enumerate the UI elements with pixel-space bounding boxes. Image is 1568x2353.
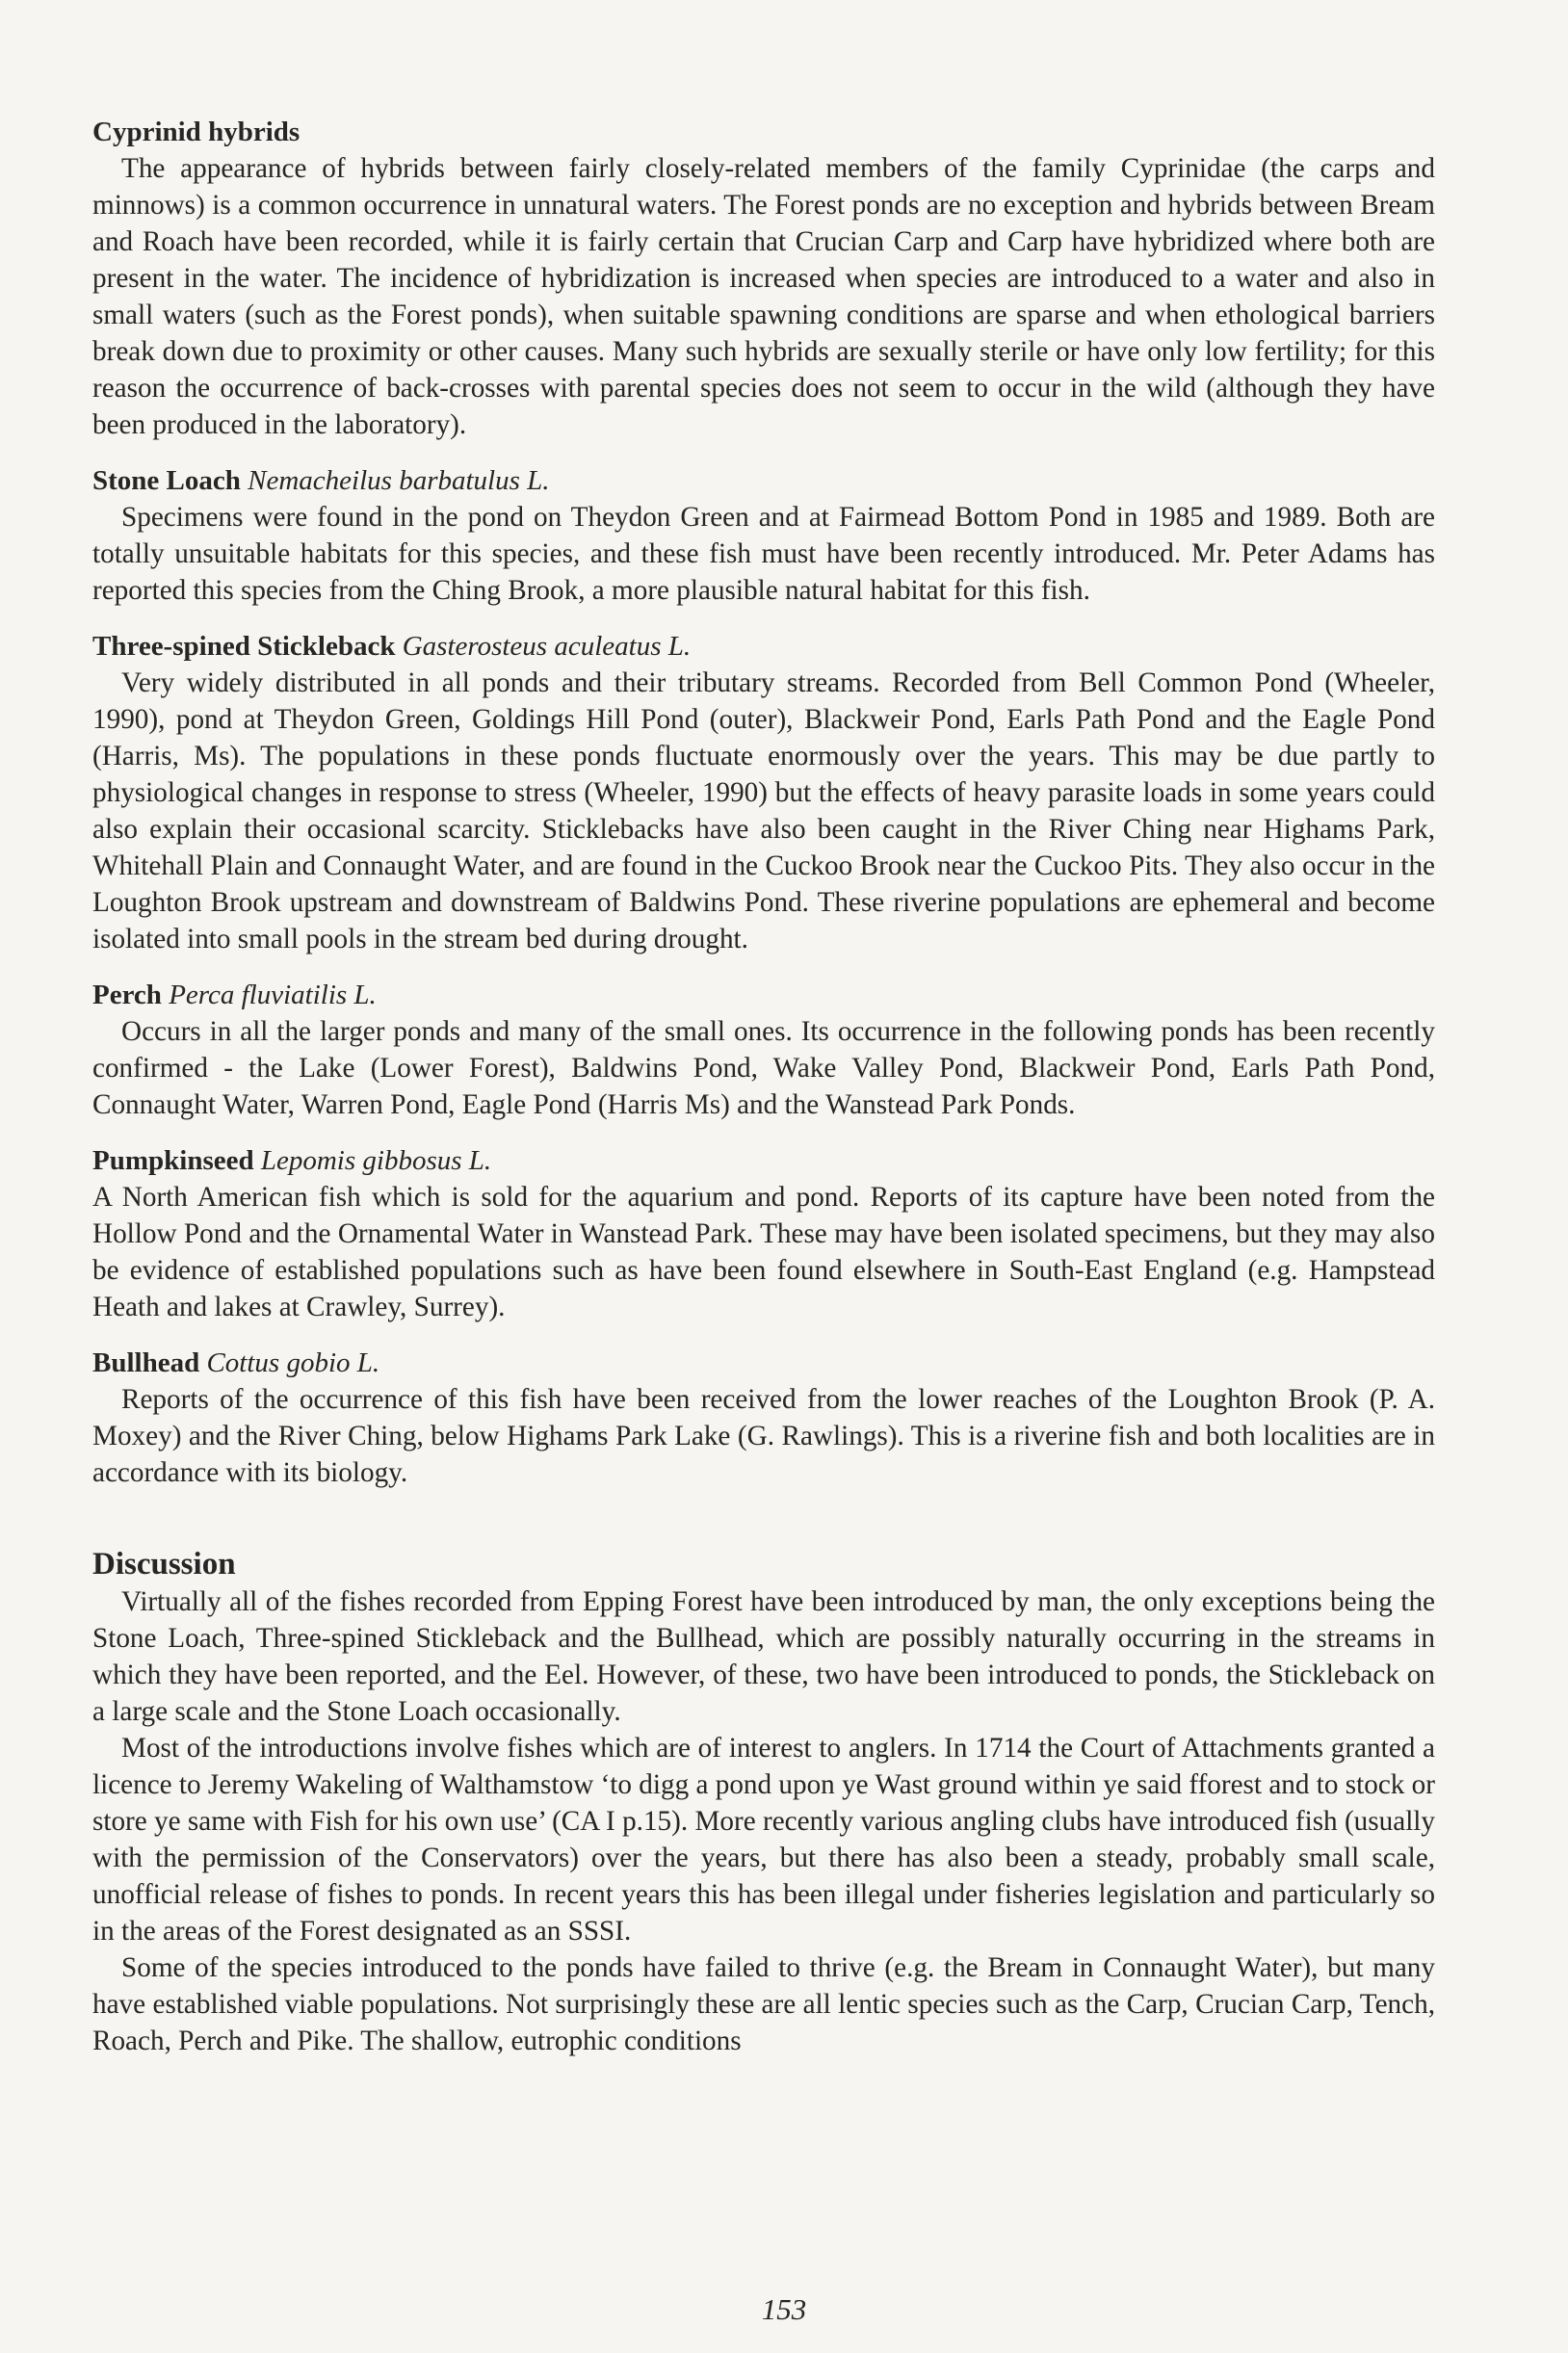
section-heading bbox=[92, 977, 1435, 1013]
species-common-name: Perch bbox=[92, 980, 162, 1010]
species-latin-name: Gasterosteus aculeatus L. bbox=[402, 631, 692, 662]
species-latin-name: Nemacheilus barbatulus L. bbox=[248, 465, 550, 496]
discussion-heading: Discussion bbox=[92, 1547, 236, 1582]
section-paragraph: A North American fish which is sold for the aquarium and pond. Reports of its capture have been noted from the Hollow Pond and the Ornamental Water in Wanstead Park. These may have been isolated specimens, but they may also be evidence of established populations such as have been found elsewhere in South-East England (e.g. Hampstead Heath and lakes at Crawley, Surrey). bbox=[92, 1182, 1435, 1322]
section-perch bbox=[92, 977, 1435, 1123]
section-bullhead bbox=[92, 1345, 1435, 1491]
species-common-name: Three-spined Stickleback bbox=[92, 631, 396, 662]
section-cyprinid-hybrids bbox=[92, 114, 1435, 443]
species-latin-name: Lepomis gibbosus L. bbox=[260, 1145, 492, 1176]
section-stone-loach bbox=[92, 462, 1435, 609]
section-paragraph: Occurs in all the larger ponds and many of the small ones. Its occurrence in the following ponds has been recently confirmed - the Lake (Lower Forest), Baldwins Pond, Wake Valley Pond, Blackweir Pond, Earls Path Pond, Connaught Water, Warren Pond, Eagle Pond (Harris Ms) and the Wanstead Park Ponds. bbox=[92, 1016, 1435, 1120]
section-paragraph: The appearance of hybrids between fairly closely-related members of the family Cyprinidae (the carps and minnows) is a common occurrence in unnatural waters. The Forest ponds are no exception and hybrids between Bream and Roach have been recorded, while it is fairly certain that Crucian Carp and Carp have hybridized where both are present in the water. The incidence of hybridization is increased when species are introduced to a water and also in small waters (such as the Forest ponds), when suitable spawning conditions are sparse and when ethological barriers break down due to proximity or other causes. Many such hybrids are sexually sterile or have only low fertility; for this reason the occurrence of back-crosses with parental species does not seem to occur in the wild (although they have been produced in the laboratory). bbox=[92, 153, 1435, 440]
section-paragraph: Reports of the occurrence of this fish have been received from the lower reaches of the Loughton Brook (P. A. Moxey) and the River Ching, below Highams Park Lake (G. Rawlings). This is a riverine fish and both localities are in accordance with its biology. bbox=[92, 1384, 1435, 1488]
section-paragraph: Very widely distributed in all ponds and their tributary streams. Recorded from Bell Common Pond (Wheeler, 1990), pond at Theydon Green, Goldings Hill Pond (outer), Blackweir Pond, Earls Path Pond and the Eagle Pond (Harris, Ms). The populations in these ponds fluctuate enormously over the years. This may be due partly to physiological changes in response to stress (Wheeler, 1990) but the effects of heavy parasite loads in some years could also explain their occasional scarcity. Sticklebacks have also been caught in the River Ching near Highams Park, Whitehall Plain and Connaught Water, and are found in the Cuckoo Brook near the Cuckoo Pits. They also occur in the Loughton Brook upstream and downstream of Baldwins Pond. These riverine populations are ephemeral and become isolated into small pools in the stream bed during drought. bbox=[92, 667, 1435, 954]
species-latin-name: Cottus gobio L. bbox=[206, 1347, 380, 1378]
species-common-name: Stone Loach bbox=[92, 465, 241, 496]
species-common-name: Bullhead bbox=[92, 1347, 200, 1378]
species-latin-name: Perca fluviatilis L. bbox=[169, 980, 377, 1010]
section-heading bbox=[92, 114, 1435, 150]
page-number: 153 bbox=[761, 2292, 807, 2326]
section-heading bbox=[92, 1142, 1435, 1179]
section-heading bbox=[92, 462, 1435, 499]
species-common-name: Cyprinid hybrids bbox=[92, 117, 301, 147]
section-heading bbox=[92, 1345, 1435, 1381]
section-three-spined-stickleback bbox=[92, 628, 1435, 957]
discussion-paragraph: Virtually all of the fishes recorded from Epping Forest have been introduced by man, the only exceptions being the Stone Loach, Three-spined Stickleback and the Bullhead, which are possibly naturally occurring in the streams in which they have been reported, and the Eel. However, of these, two have been introduced to ponds, the Stickleback on a large scale and the Stone Loach occasionally. bbox=[92, 1586, 1435, 1727]
discussion-paragraph: Some of the species introduced to the ponds have failed to thrive (e.g. the Bream in Connaught Water), but many have established viable populations. Not surprisingly these are all lentic species such as the Carp, Crucian Carp, Tench, Roach, Perch and Pike. The shallow, eutrophic conditions bbox=[92, 1952, 1435, 2056]
section-heading bbox=[92, 628, 1435, 665]
section-discussion bbox=[92, 1545, 1435, 2059]
section-pumpkinseed bbox=[92, 1142, 1435, 1325]
species-common-name: Pumpkinseed bbox=[92, 1145, 254, 1176]
discussion-paragraph: Most of the introductions involve fishes which are of interest to anglers. In 1714 the Court of Attachments granted a licence to Jeremy Wakeling of Walthamstow ‘to digg a pond upon ye Wast ground within ye said fforest and to stock or store ye same with Fish for his own use’ (CA I p.15). More recently various angling clubs have introduced fish (usually with the permission of the Conservators) over the years, but there has also been a steady, probably small scale, unofficial release of fishes to ponds. In recent years this has been illegal under fisheries legislation and particularly so in the areas of the Forest designated as an SSSI. bbox=[92, 1733, 1435, 1947]
section-paragraph: Specimens were found in the pond on Theydon Green and at Fairmead Bottom Pond in 1985 and 1989. Both are totally unsuitable habitats for this species, and these fish must have been recently introduced. Mr. Peter Adams has reported this species from the Ching Brook, a more plausible natural habitat for this fish. bbox=[92, 502, 1435, 606]
